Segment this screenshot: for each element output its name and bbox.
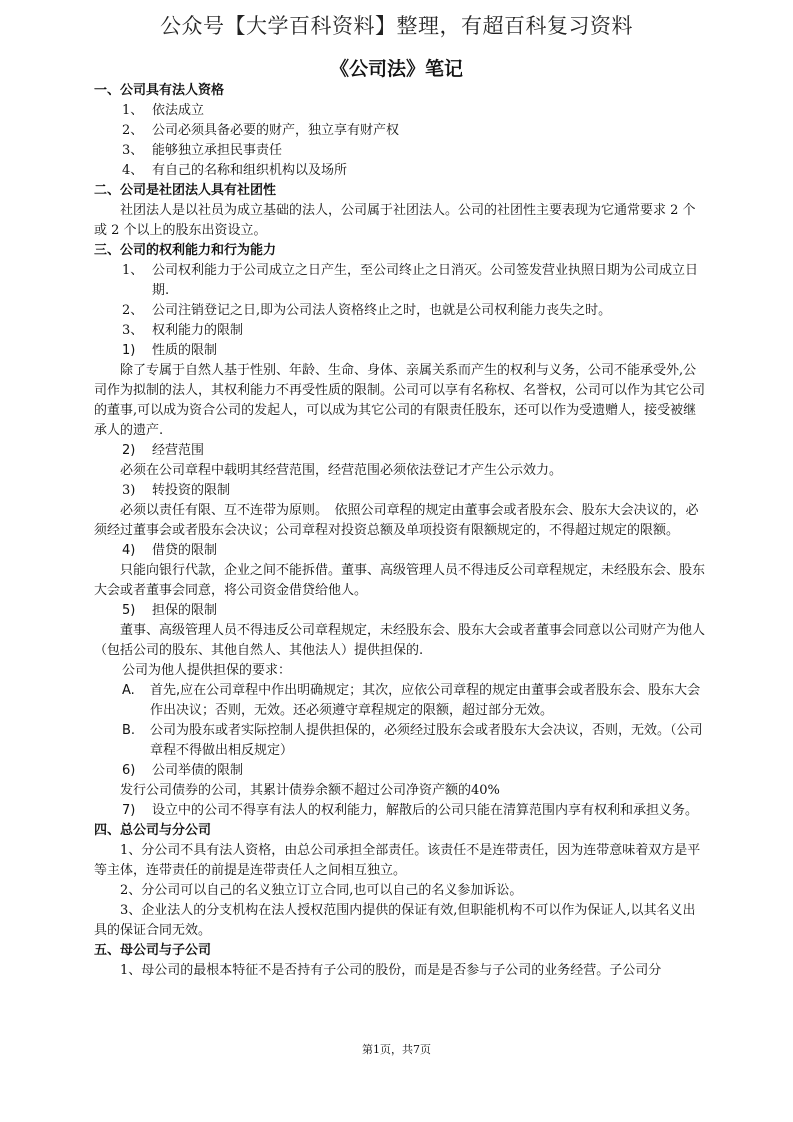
subheading-text: 经营范围	[152, 443, 205, 458]
subheading-business-scope	[94, 441, 706, 461]
subheading-text: 借贷的限制	[152, 543, 218, 558]
subheading-text: 性质的限制	[152, 343, 218, 358]
subheading-number: 2)	[122, 443, 136, 458]
subheading-nature-limit	[94, 341, 706, 361]
paragraph: 只能向银行代款，企业之间不能拆借。董事、高级管理人员不得违反公司章程规定，未经股东会、股东大会或者董事会同意，将公司资金借贷给他人。	[94, 563, 706, 598]
subheading-loan-limit	[94, 541, 706, 561]
list-item-number: 4、	[122, 163, 144, 178]
subheading-number: 5)	[122, 603, 136, 618]
paragraph: 1、母公司的最根本特征不是否持有子公司的股份，而是是否参与子公司的业务经营。子公司分	[120, 963, 662, 978]
list-item	[94, 321, 706, 341]
paragraph: 1、分公司不具有法人资格，由总公司承担全部责任。该责任不是连带责任，因为连带意味着双方是平等主体，连带责任的前提是连带责任人之间相互独立。	[94, 843, 701, 878]
guarantee-requirements-label: 公司为他人提供担保的要求：	[122, 663, 292, 678]
requirement-text: 公司为股东或者实际控制人提供担保的，必须经过股东会或者股东大会决议，否则，无效。（公司章程不得做出相反规定）	[150, 723, 703, 758]
list-item-text: 公司必须具备必要的财产，独立享有财产权	[152, 123, 400, 138]
list-item	[94, 301, 706, 321]
section-heading-4: 四、总公司与分公司	[94, 823, 212, 838]
paragraph: 社团法人是以社员为成立基础的法人，公司属于社团法人。公司的社团性主要表现为它通常要求 2 个或 2 个以上的股东出资设立。	[94, 203, 696, 238]
paragraph: 2、分公司可以自己的名义独立订立合同,也可以自己的名义参加诉讼。	[120, 883, 523, 898]
paragraph: 除了专属于自然人基于性别、年龄、生命、身体、亲属关系而产生的权利与义务，公司不能承受外,公司作为拟制的法人，其权利能力不再受性质的限制。公司可以享有名称权、名誉权，公司可以作为其它公司的董事,可以成为资合公司的发起人，可以成为其它公司的有限责任股东，还可以作为受遗赠人，接受被继承人的遗产.	[94, 363, 706, 438]
list-item-text: 能够独立承担民事责任	[152, 143, 283, 158]
section-heading-5: 五、母公司与子公司	[94, 943, 212, 958]
list-item-number: 2、	[122, 123, 144, 138]
list-item	[94, 161, 706, 181]
header-banner: 公众号【大学百科资料】整理，有超百科复习资料	[160, 14, 633, 38]
paragraph: 3、企业法人的分支机构在法人授权范围内提供的保证有效,但职能机构不可以作为保证人,以其名义出具的保证合同无效。	[94, 903, 696, 938]
paragraph: 必须以责任有限、互不连带为原则。 依照公司章程的规定由董事会或者股东会、股东大会决议的，必须经过董事会或者股东会决议；公司章程对投资总额及单项投资有限额规定的，不得超过规定的限额。	[94, 503, 699, 538]
list-item-text: 依法成立	[152, 103, 205, 118]
subheading-number: 6)	[122, 763, 136, 778]
list-item-text: 公司权利能力于公司成立之日产生，至公司终止之日消灭。公司签发营业执照日期为公司成立日期.	[152, 263, 699, 298]
requirement-letter: A.	[122, 683, 135, 698]
section-heading-2: 二、公司是社团法人具有社团性	[94, 183, 277, 198]
subheading-number: 3)	[122, 483, 136, 498]
subheading-number: 7)	[122, 803, 136, 818]
list-item-number: 1、	[122, 103, 144, 118]
list-item	[94, 141, 706, 161]
list-item-number: 1、	[122, 263, 144, 278]
requirement-item	[94, 681, 706, 721]
subheading-establishing-company	[94, 801, 706, 821]
paragraph: 董事、高级管理人员不得违反公司章程规定，未经股东会、股东大会或者董事会同意以公司财产为他人（包括公司的股东、其他自然人、其他法人）提供担保的.	[94, 623, 706, 658]
subheading-debt-limit	[94, 761, 706, 781]
subheading-text: 担保的限制	[152, 603, 218, 618]
list-item-number: 2、	[122, 303, 144, 318]
paragraph: 发行公司债券的公司，其累计债券余额不超过公司净资产额的40%	[120, 783, 500, 798]
requirement-item	[94, 721, 706, 761]
list-item	[94, 261, 706, 301]
requirement-letter: B.	[122, 723, 136, 738]
list-item	[94, 121, 706, 141]
paragraph: 必须在公司章程中载明其经营范围，经营范围必须依法登记才产生公示效力。	[120, 463, 563, 478]
subheading-text: 公司举债的限制	[152, 763, 244, 778]
document-body	[94, 81, 706, 981]
section-heading-1: 一、公司具有法人资格	[94, 83, 225, 98]
subheading-investment-limit	[94, 481, 706, 501]
list-item-text: 有自己的名称和组织机构以及场所	[152, 163, 348, 178]
subheading-text: 转投资的限制	[152, 483, 231, 498]
list-item-text: 权利能力的限制	[152, 323, 244, 338]
subheading-guarantee-limit	[94, 601, 706, 621]
list-item-text: 公司注销登记之日,即为公司法人资格终止之时，也就是公司权利能力丧失之时。	[152, 303, 612, 318]
list-item-number: 3、	[122, 323, 144, 338]
subheading-number: 4)	[122, 543, 136, 558]
section-heading-3: 三、公司的权利能力和行为能力	[94, 243, 277, 258]
page-title: 《公司法》笔记	[329, 58, 463, 80]
list-item-number: 3、	[122, 143, 144, 158]
subheading-text: 设立中的公司不得享有法人的权利能力，解散后的公司只能在清算范围内享有权利和承担义务。	[152, 803, 699, 818]
requirement-text: 首先,应在公司章程中作出明确规定；其次，应依公司章程的规定由董事会或者股东会、股东大会作出决议；否则，无效。还必须遵守章程规定的限额，超过部分无效。	[150, 683, 701, 718]
subheading-number: 1)	[122, 343, 136, 358]
list-item	[94, 101, 706, 121]
page-footer: 第1页，共7页	[362, 1043, 431, 1056]
